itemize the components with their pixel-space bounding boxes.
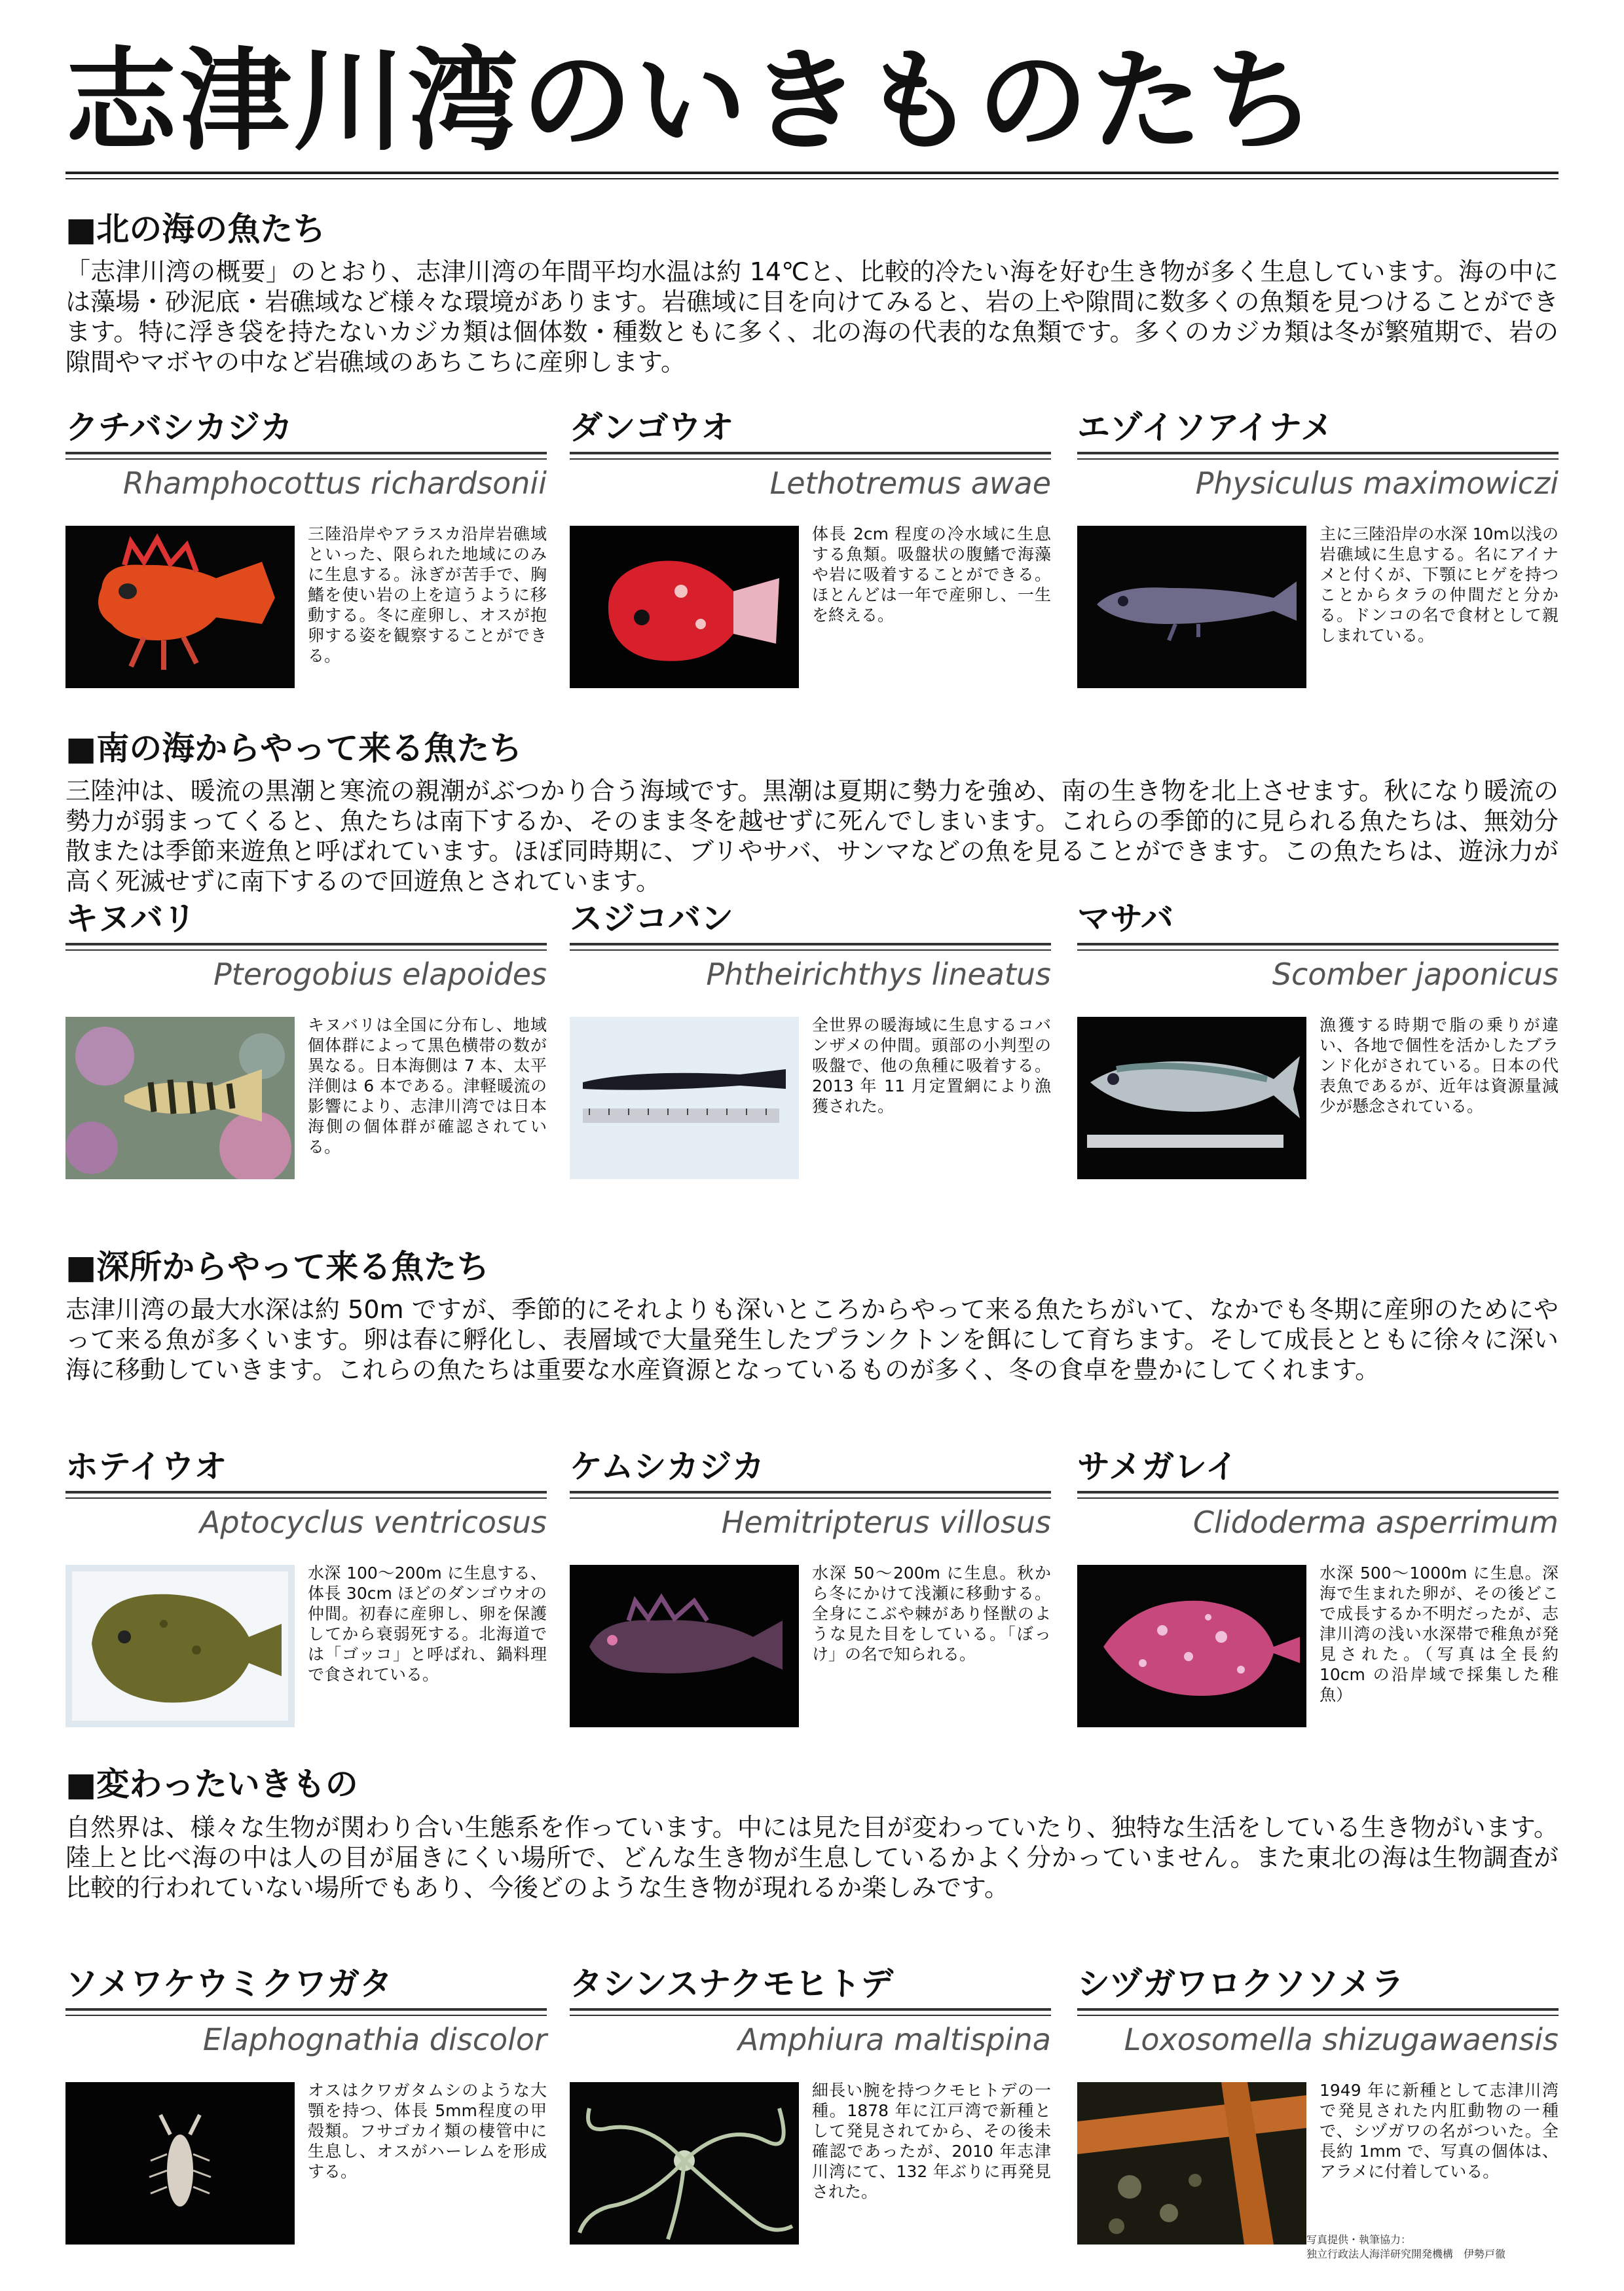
section-heading-south: ■南の海からやって来る魚たち (65, 729, 523, 767)
photo-credit (1306, 2233, 1505, 2262)
species-name-latin: Scomber japonicus (1272, 957, 1559, 992)
section-body-north: 「志津川湾の概要」のとおり、志津川湾の年間平均水温は約 14℃と、比較的冷たい海を好む生き物が多く生息しています。海の中には藻場・砂泥底・岩礁域など様々な環境があります。岩礁域に目を向けてみると、岩の上や隙間に数多くの魚類を見つけることができます。特に浮き袋を持たないカジカ類は個体数・種数ともに多く、北の海の代表的な魚類です。多くのカジカ類は冬が繁殖期で、岩の隙間やマボヤの中など岩礁域のあちこちに産卵します。 (65, 257, 1559, 376)
species-name-latin: Elaphognathia discolor (202, 2022, 547, 2057)
species-rule (65, 2008, 547, 2011)
species-name-jp: ソメワケウミクワガタ (65, 1965, 392, 2003)
species-name-latin: Phtheirichthys lineatus (706, 957, 1051, 992)
species-description: オスはクワガタムシのような大顎を持つ、体長 5mm程度の甲殻類。フサゴカイ類の棲管中に生息し、オスがハーレムを形成する。 (308, 2081, 547, 2181)
species-name-latin: Aptocyclus ventricosus (199, 1505, 547, 1540)
species-name-latin: Pterogobius elapoides (213, 957, 547, 992)
species-name-jp: ホテイウオ (65, 1448, 227, 1486)
species-name-jp: スジコバン (570, 900, 733, 938)
species-rule (570, 2008, 1051, 2011)
fish-photo (570, 1565, 799, 1727)
section-body-unusual: 自然界は、様々な生物が関わり合い生態系を作っています。中には見た目が変わっていたり、独特な生活をしている生き物がいます。陸上と比べ海の中は人の目が届きにくい場所で、どんな生き物が生息しているかよく分かっていません。また東北の海は生物調査が比較的行われていない場所でもあり、今後どのような生き物が現れるか楽しみです。 (65, 1813, 1559, 1902)
species-description: 全世界の暖海域に生息するコバンザメの仲間。頭部の小判型の吸盤で、他の魚種に吸着する。2013 年 11 月定置網により漁獲された。 (812, 1016, 1051, 1116)
species-rule (570, 452, 1051, 454)
creature-photo (1077, 2082, 1306, 2245)
species-rule (1077, 2015, 1559, 2016)
species-rule (1077, 943, 1559, 945)
credit-line: 独立行政法人海洋研究開発機構 伊勢戸徹 (1306, 2248, 1506, 2260)
species-rule (65, 1491, 547, 1494)
section-body-south: 三陸沖は、暖流の黒潮と寒流の親潮がぶつかり合う海域です。黒潮は夏期に勢力を強め、南の生き物を北上させます。秋になり暖流の勢力が弱まってくると、魚たちは南下するか、そのまま冬を越せずに死んでしまいます。これらの季節的に見られる魚たちは、無効分散または季節来遊魚と呼ばれています。ほぼ同時期に、ブリやサバ、サンマなどの魚を見ることができます。この魚たちは、遊泳力が高く死滅せずに南下するので回遊魚とされています。 (65, 777, 1559, 896)
species-rule (65, 943, 547, 945)
species-card-dangouo (570, 411, 1051, 693)
species-name-jp: ケムシカジカ (570, 1448, 765, 1486)
species-name-jp: キヌバリ (65, 900, 196, 938)
fish-photo (1077, 526, 1306, 688)
species-card-kinubari (65, 902, 547, 1184)
species-description: 細長い腕を持つクモヒトデの一種。1878 年に江戸湾で新種として発見されてから、その後未確認であったが、2010 年志津川湾にて、132 年ぶりに再発見された。 (812, 2081, 1051, 2201)
species-rule (570, 943, 1051, 945)
species-rule (65, 452, 547, 454)
title-rule-bottom (65, 178, 1559, 179)
species-name-latin: Rhamphocottus richardsonii (122, 466, 547, 501)
fish-photo (65, 1017, 295, 1179)
fish-photo (1077, 1565, 1306, 1727)
species-card-kuchibashikajika (65, 411, 547, 693)
species-rule (65, 949, 547, 951)
fish-photo (570, 1017, 799, 1179)
species-rule (1077, 2008, 1559, 2011)
species-name-jp: マサバ (1077, 900, 1173, 938)
species-name-latin: Amphiura maltispina (737, 2022, 1051, 2057)
species-rule (1077, 452, 1559, 454)
species-card-tashinsunakumohitode (570, 1965, 1051, 2249)
fish-photo (1077, 1017, 1306, 1179)
fish-photo (65, 526, 295, 688)
species-name-jp: クチバシカジカ (65, 409, 293, 447)
species-rule (1077, 1491, 1559, 1494)
creature-photo (65, 2082, 295, 2245)
species-description: 水深 100〜200m に生息する、体長 30cm ほどのダンゴウオの仲間。初春に産卵し、卵を保護してから衰弱死する。北海道では「ゴッコ」と呼ばれ、鍋料理で食されている。 (308, 1564, 547, 1684)
species-card-hoteiuo (65, 1450, 547, 1732)
species-card-samegarei (1077, 1450, 1559, 1732)
species-name-latin: Lethotremus awae (769, 466, 1051, 501)
species-rule (65, 458, 547, 460)
species-name-latin: Physiculus maximowiczi (1195, 466, 1559, 501)
species-description: 主に三陸沿岸の水深 10m以浅の岩礁域に生息する。名にアイナメと付くが、下顎にヒゲを持つことからタラの仲間だと分かる。ドンコの名で食材として親しまれている。 (1320, 524, 1559, 645)
creature-photo (570, 2082, 799, 2245)
species-name-jp: シヅガワロクソソメラ (1077, 1965, 1404, 2003)
species-name-jp: ダンゴウオ (570, 409, 734, 447)
fish-photo (570, 526, 799, 688)
species-name-jp: サメガレイ (1077, 1448, 1238, 1486)
section-heading-unusual: ■変わったいきもの (65, 1765, 358, 1803)
species-card-somewakeumikuwagata (65, 1965, 547, 2249)
species-rule (65, 1497, 547, 1499)
species-description: 漁獲する時期で脂の乗りが違い、各地で個性を活かしたブランド化がされている。日本の代表魚であるが、近年は資源量減少が懸念されている。 (1320, 1016, 1559, 1116)
title-rule-top (65, 172, 1559, 174)
species-description: 三陸沿岸やアラスカ沿岸岩礁域といった、限られた地域にのみに生息する。泳ぎが苦手で、胸鰭を使い岩の上を這うように移動する。冬に産卵し、オスが抱卵する姿を観察することができる。 (308, 524, 547, 665)
section-heading-north: ■北の海の魚たち (65, 210, 326, 248)
species-rule (570, 1491, 1051, 1494)
species-rule (570, 2015, 1051, 2016)
section-heading-deep: ■深所からやって来る魚たち (65, 1248, 490, 1286)
species-description: 体長 2cm 程度の冷水域に生息する魚類。吸盤状の腹鰭で海藻や岩に吸着することができる。ほとんどは一年で産卵し、一生を終える。 (812, 524, 1051, 625)
species-rule (570, 1497, 1051, 1499)
species-card-kemushikajika (570, 1450, 1051, 1732)
species-name-latin: Loxosomella shizugawaensis (1124, 2022, 1559, 2057)
species-name-jp: タシンスナクモヒトデ (570, 1965, 894, 2003)
species-name-latin: Hemitripterus villosus (721, 1505, 1051, 1540)
species-rule (1077, 1497, 1559, 1499)
species-card-ezoisoainame (1077, 411, 1559, 693)
species-rule (570, 458, 1051, 460)
species-name-latin: Clidoderma asperrimum (1192, 1505, 1559, 1540)
species-card-sujikoban (570, 902, 1051, 1184)
species-description: 水深 50〜200m に生息。秋から冬にかけて浅瀬に移動する。全身にこぶや棘があり怪獣のような見た目をしている。「ぼっけ」の名で知られる。 (812, 1564, 1051, 1664)
species-description: 水深 500〜1000m に生息。深海で生まれた卵が、その後どこで成長するか不明だったが、志津川湾の浅い水深帯で稚魚が発見された。（写真は全長約 10cm の沿岸域で採集した稚魚） (1320, 1564, 1559, 1704)
species-rule (570, 949, 1051, 951)
species-card-masaba (1077, 902, 1559, 1184)
fish-photo (65, 1565, 295, 1727)
species-name-jp: エゾイソアイナメ (1077, 409, 1333, 447)
species-rule (65, 2015, 547, 2016)
species-card-shizugawarokusosomera (1077, 1965, 1559, 2249)
species-description: 1949 年に新種として志津川湾で発見された内肛動物の一種で、シヅガワの名がついた。全長約 1mm で、写真の個体は、アラメに付着している。 (1320, 2081, 1559, 2181)
credit-line: 写真提供・執筆協力： (1306, 2233, 1412, 2246)
species-description: キヌバリは全国に分布し、地域個体群によって黒色横帯の数が異なる。日本海側は 7 本、太平洋側は 6 本である。津軽暖流の影響により、志津川湾では日本海側の個体群が確認されている。 (308, 1016, 547, 1156)
species-rule (1077, 458, 1559, 460)
section-body-deep: 志津川湾の最大水深は約 50m ですが、季節的にそれよりも深いところからやって来る魚たちがいて、なかでも冬期に産卵のためにやって来る魚が多くいます。卵は春に孵化し、表層域で大量発生したプランクトンを餌にして育ちます。そして成長とともに徐々に深い海に移動していきます。これらの魚たちは重要な水産資源となっているものが多く、冬の食卓を豊かにしてくれます。 (65, 1295, 1559, 1384)
page-title: 志津川湾のいきものたち (65, 37, 1320, 166)
species-rule (1077, 949, 1559, 951)
